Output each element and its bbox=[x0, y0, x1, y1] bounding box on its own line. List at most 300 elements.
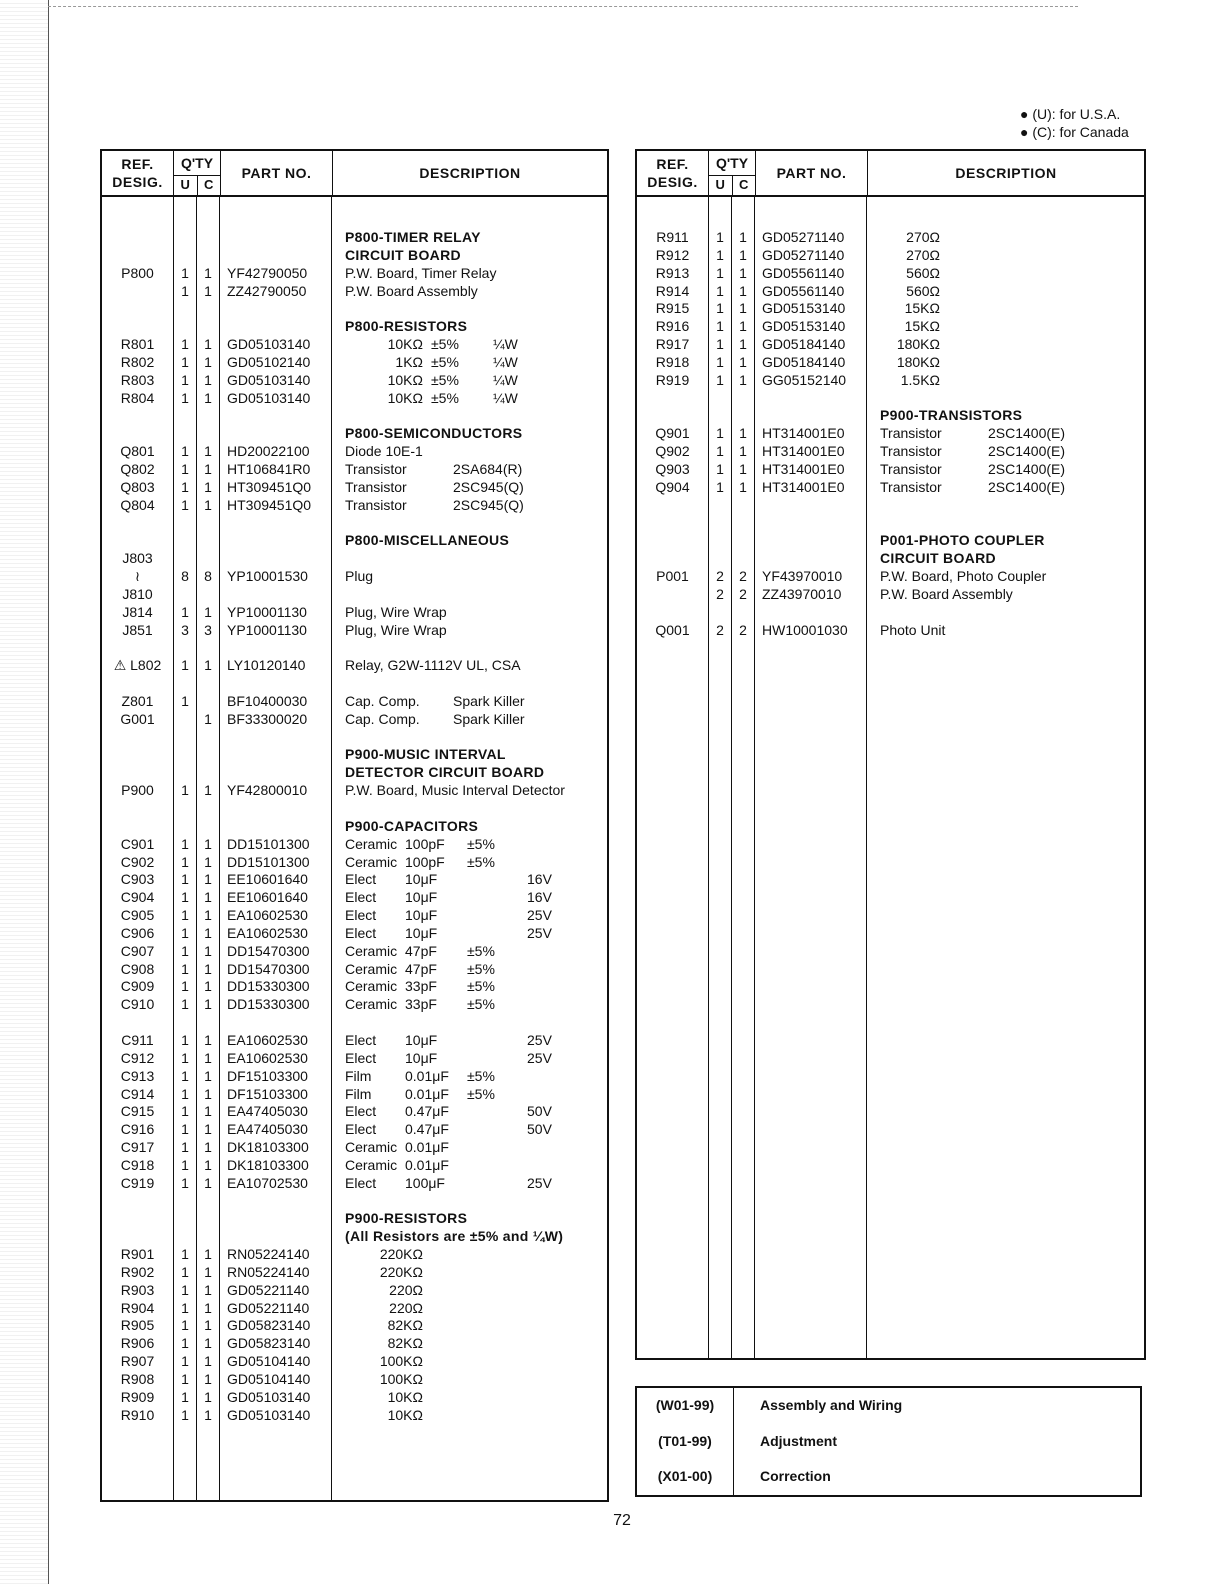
resistance-value: 82KΩ bbox=[387, 1317, 423, 1334]
wattage: ¼W bbox=[493, 389, 518, 406]
description bbox=[867, 443, 1144, 461]
qty-u bbox=[709, 497, 731, 515]
ref-desig: C915 bbox=[120, 1103, 155, 1120]
part-number: GD05103140 bbox=[227, 1406, 311, 1423]
description bbox=[332, 943, 607, 961]
qty-u: 1 bbox=[716, 300, 724, 317]
description bbox=[332, 925, 607, 943]
description bbox=[867, 300, 1144, 318]
qty-u: 1 bbox=[181, 1174, 189, 1191]
ref-desig: R911 bbox=[656, 229, 689, 245]
qty-c bbox=[197, 515, 219, 533]
qty-u bbox=[174, 1193, 196, 1211]
part-number: GD05561140 bbox=[762, 264, 845, 281]
capacitor-type: Ceramic bbox=[345, 942, 398, 959]
part-number: EA10702530 bbox=[227, 1174, 308, 1191]
qty-c: 1 bbox=[204, 710, 212, 727]
ref-desig bbox=[102, 1193, 173, 1211]
description bbox=[332, 675, 607, 693]
qty-c: 1 bbox=[204, 942, 212, 959]
qty-c bbox=[197, 586, 219, 604]
legend-canada: ● (C): for Canada bbox=[1020, 124, 1129, 140]
qty-label: Q'TY bbox=[174, 151, 220, 176]
qty-u: 1 bbox=[181, 996, 189, 1013]
resistance-value: 270Ω bbox=[906, 246, 940, 263]
qty-u: 1 bbox=[181, 389, 189, 406]
ref-desig bbox=[102, 800, 173, 818]
description bbox=[332, 497, 607, 515]
description bbox=[867, 390, 1144, 408]
part-number: YF43970010 bbox=[762, 568, 843, 585]
voltage-rating: 16V bbox=[527, 871, 552, 888]
description bbox=[332, 336, 607, 354]
capacitance: 47pF bbox=[405, 942, 437, 959]
code-x: (X01-00) bbox=[657, 1468, 713, 1485]
description-header: DESCRIPTION bbox=[955, 165, 1057, 181]
qty-u: 1 bbox=[716, 353, 724, 370]
capacitor-type: Film bbox=[345, 1067, 372, 1084]
part-number: GD05561140 bbox=[762, 282, 845, 299]
part-number: EA10602530 bbox=[227, 1031, 308, 1048]
part-number bbox=[220, 818, 331, 836]
qty-c: 8 bbox=[204, 568, 212, 585]
tolerance: ±5% bbox=[431, 336, 459, 353]
qty-u: 1 bbox=[181, 942, 189, 959]
part-number: GD05104140 bbox=[227, 1353, 311, 1370]
ref-desig: Q903 bbox=[655, 460, 690, 477]
tolerance: ±5% bbox=[467, 942, 495, 959]
qty-u: 1 bbox=[716, 371, 724, 388]
qty-u: 1 bbox=[181, 1085, 189, 1102]
ref-desig bbox=[102, 425, 173, 443]
capacitor-type: Elect bbox=[345, 924, 377, 941]
part-number bbox=[755, 390, 866, 408]
description bbox=[867, 283, 1144, 301]
description bbox=[332, 1317, 607, 1335]
qty-u bbox=[709, 515, 731, 533]
capacitance: 10μF bbox=[405, 871, 438, 888]
ref-desig: C901 bbox=[120, 835, 155, 852]
qty-u: 1 bbox=[181, 443, 189, 460]
qty-c bbox=[197, 532, 219, 550]
qty-u: 1 bbox=[181, 371, 189, 388]
resistance-value: 270Ω bbox=[906, 229, 940, 245]
description bbox=[332, 407, 607, 425]
voltage-rating: 25V bbox=[527, 907, 552, 924]
qty-c bbox=[732, 407, 754, 425]
part-number: GD05271140 bbox=[762, 229, 845, 245]
tolerance: ±5% bbox=[431, 371, 459, 388]
part-number: YF42790050 bbox=[227, 264, 308, 281]
part-number: GD05823140 bbox=[227, 1317, 311, 1334]
description bbox=[332, 889, 607, 907]
ref-desig: R804 bbox=[120, 389, 155, 406]
qty-c: 1 bbox=[739, 282, 747, 299]
part-number: DF15103300 bbox=[227, 1067, 308, 1084]
code-t-label: Adjustment bbox=[760, 1432, 837, 1449]
qty-u: 1 bbox=[181, 692, 189, 709]
qty-c bbox=[197, 1228, 219, 1246]
ref-desig: J851 bbox=[122, 621, 153, 638]
tolerance: ±5% bbox=[467, 960, 495, 977]
qty-u bbox=[174, 586, 196, 604]
qty-c: 1 bbox=[204, 1263, 212, 1280]
description bbox=[332, 729, 607, 747]
ref-desig bbox=[102, 300, 173, 318]
resistance-value: 1KΩ bbox=[395, 353, 423, 370]
description bbox=[332, 961, 607, 979]
part-number: DD15470300 bbox=[227, 960, 310, 977]
description bbox=[332, 300, 607, 318]
qty-c: 1 bbox=[204, 443, 212, 460]
qty-c bbox=[732, 390, 754, 408]
qty-u bbox=[709, 532, 731, 550]
voltage-rating: 25V bbox=[527, 924, 552, 941]
qty-c: 1 bbox=[739, 229, 747, 245]
ref-desig-header bbox=[102, 151, 174, 195]
qty-u: 2 bbox=[716, 621, 724, 638]
capacitor-type: Ceramic bbox=[345, 1156, 398, 1173]
capacitor-type: Ceramic bbox=[345, 996, 398, 1013]
code-w: (W01-99) bbox=[655, 1397, 715, 1413]
ref-desig: C910 bbox=[120, 996, 155, 1013]
part-no-header: PART NO. bbox=[221, 151, 333, 195]
qty-u: 1 bbox=[181, 1335, 189, 1352]
part-number: YP10001130 bbox=[227, 603, 307, 620]
qty-u: 3 bbox=[181, 621, 189, 638]
description bbox=[332, 1335, 607, 1353]
qty-header bbox=[709, 151, 756, 195]
tolerance: ±5% bbox=[431, 389, 459, 406]
section-heading: P800-SEMICONDUCTORS bbox=[345, 425, 523, 442]
ref-desig bbox=[102, 729, 173, 747]
resistance-value: 10KΩ bbox=[387, 371, 423, 388]
ref-desig: C913 bbox=[120, 1067, 155, 1084]
part-number bbox=[755, 497, 866, 515]
resistance-value: 10KΩ bbox=[387, 1406, 423, 1423]
part-number bbox=[220, 229, 331, 247]
ref-desig: R907 bbox=[120, 1353, 155, 1370]
ref-header-line2: DESIG. bbox=[647, 174, 698, 190]
qty-c: 1 bbox=[204, 1335, 212, 1352]
part-number: GD05103140 bbox=[227, 371, 311, 388]
qty-c: 1 bbox=[204, 336, 212, 353]
ref-desig bbox=[637, 550, 708, 568]
parts-table-right bbox=[635, 149, 1146, 1360]
component-model: 2SC1400(E) bbox=[988, 425, 1066, 442]
section-heading: P800-RESISTORS bbox=[345, 318, 468, 335]
component-type: Transistor bbox=[345, 478, 407, 495]
ref-desig: Q804 bbox=[120, 496, 155, 513]
section-heading: CIRCUIT BOARD bbox=[345, 246, 461, 263]
part-number bbox=[220, 550, 331, 568]
component-model: 2SA684(R) bbox=[453, 460, 523, 477]
qty-u bbox=[174, 1014, 196, 1032]
qty-c: 1 bbox=[204, 1103, 212, 1120]
section-heading: (All Resistors are ±5% and ¼W) bbox=[345, 1228, 564, 1245]
capacitance: 0.47μF bbox=[405, 1121, 449, 1138]
part-number bbox=[220, 247, 331, 265]
capacitor-type: Film bbox=[345, 1085, 372, 1102]
part-number bbox=[220, 800, 331, 818]
description bbox=[867, 265, 1144, 283]
description bbox=[867, 425, 1144, 443]
qty-u: 1 bbox=[716, 425, 724, 442]
ref-desig: R801 bbox=[120, 336, 155, 353]
ref-desig bbox=[637, 390, 708, 408]
part-number: LY10120140 bbox=[227, 657, 306, 674]
tolerance: ±5% bbox=[467, 853, 495, 870]
qty-c: 2 bbox=[739, 621, 747, 638]
part-number: HT314001E0 bbox=[762, 460, 845, 477]
section-heading: P800-MISCELLANEOUS bbox=[345, 532, 510, 549]
qty-u: 1 bbox=[181, 889, 189, 906]
part-no-header: PART NO. bbox=[756, 151, 868, 195]
qty-c: 1 bbox=[204, 1121, 212, 1138]
description bbox=[332, 390, 607, 408]
description bbox=[332, 1193, 607, 1211]
ref-desig: ≀ bbox=[134, 568, 141, 585]
qty-c: 1 bbox=[204, 1246, 212, 1263]
capacitor-type: Elect bbox=[345, 1031, 377, 1048]
part-number: GD05103140 bbox=[227, 1388, 311, 1405]
part-number: RN05224140 bbox=[227, 1263, 310, 1280]
capacitor-type: Ceramic bbox=[345, 960, 398, 977]
ref-desig: P800 bbox=[121, 264, 154, 281]
description bbox=[867, 354, 1144, 372]
description bbox=[332, 1353, 607, 1371]
description bbox=[332, 854, 607, 872]
description: P.W. Board, Photo Coupler bbox=[880, 568, 1047, 585]
wattage: ¼W bbox=[493, 353, 518, 370]
qty-u: 1 bbox=[181, 603, 189, 620]
capacitance: 10μF bbox=[405, 907, 438, 924]
qty-c: 1 bbox=[204, 1049, 212, 1066]
description bbox=[867, 318, 1144, 336]
component-type: Transistor bbox=[880, 478, 942, 495]
qty-c: 1 bbox=[204, 1067, 212, 1084]
ref-desig: R919 bbox=[655, 371, 690, 388]
capacitance: 100pF bbox=[405, 835, 445, 852]
capacitance: 10μF bbox=[405, 1049, 438, 1066]
capacitance: 33pF bbox=[405, 978, 437, 995]
description bbox=[867, 515, 1144, 533]
qty-c: 1 bbox=[204, 1353, 212, 1370]
qty-u bbox=[174, 675, 196, 693]
section-heading: P900-TRANSISTORS bbox=[880, 407, 1023, 424]
ref-desig: R909 bbox=[120, 1388, 155, 1405]
qty-c bbox=[197, 746, 219, 764]
ref-desig: Q001 bbox=[655, 621, 690, 638]
qty-u: 1 bbox=[181, 1317, 189, 1334]
part-number: DD15470300 bbox=[227, 942, 310, 959]
ref-desig: R917 bbox=[655, 336, 690, 353]
description bbox=[867, 336, 1144, 354]
part-number: HT106841R0 bbox=[227, 460, 311, 477]
description bbox=[332, 1157, 607, 1175]
capacitor-type: Ceramic bbox=[345, 853, 398, 870]
tolerance: ±5% bbox=[467, 1085, 495, 1102]
tolerance: ±5% bbox=[467, 1067, 495, 1084]
qty-c: 1 bbox=[204, 978, 212, 995]
qty-c: 1 bbox=[204, 1281, 212, 1298]
qty-u: 1 bbox=[716, 318, 724, 335]
qty-c: 1 bbox=[204, 1139, 212, 1156]
ref-desig bbox=[102, 1014, 173, 1032]
description bbox=[867, 229, 1144, 247]
revision-code-table bbox=[635, 1386, 1142, 1497]
description bbox=[867, 604, 1144, 622]
ref-desig: R910 bbox=[120, 1406, 155, 1423]
qty-c: 1 bbox=[204, 907, 212, 924]
ref-desig: R905 bbox=[120, 1317, 155, 1334]
description: Diode 10E-1 bbox=[345, 443, 423, 460]
ref-desig: Q801 bbox=[120, 443, 155, 460]
ref-desig: R913 bbox=[655, 264, 690, 281]
part-number bbox=[220, 1014, 331, 1032]
qty-c bbox=[197, 675, 219, 693]
qty-c: 3 bbox=[204, 621, 212, 638]
voltage-rating: 16V bbox=[527, 889, 552, 906]
qty-u: 1 bbox=[181, 1031, 189, 1048]
part-number: EE10601640 bbox=[227, 871, 308, 888]
qty-u bbox=[174, 818, 196, 836]
resistance-value: 82KΩ bbox=[387, 1335, 423, 1352]
component-model: 2SC945(Q) bbox=[453, 496, 524, 513]
qty-u: 1 bbox=[181, 960, 189, 977]
qty-u: 1 bbox=[181, 1406, 189, 1423]
component-model: 2SC1400(E) bbox=[988, 460, 1066, 477]
resistance-value: 1.5KΩ bbox=[900, 371, 940, 388]
description: Relay, G2W-1112V UL, CSA bbox=[345, 657, 521, 674]
voltage-rating: 50V bbox=[527, 1103, 552, 1120]
ref-desig: P900 bbox=[121, 782, 154, 799]
ref-header-line2: DESIG. bbox=[112, 174, 163, 190]
capacitor-type: Ceramic bbox=[345, 1139, 398, 1156]
description bbox=[332, 1246, 607, 1264]
qty-u bbox=[709, 550, 731, 568]
ref-desig: R902 bbox=[120, 1263, 155, 1280]
qty-c: 1 bbox=[204, 1406, 212, 1423]
qty-u: 1 bbox=[716, 443, 724, 460]
part-number bbox=[220, 729, 331, 747]
tolerance: ±5% bbox=[431, 353, 459, 370]
ref-desig bbox=[102, 515, 173, 533]
description bbox=[332, 907, 607, 925]
ref-desig: C905 bbox=[120, 907, 155, 924]
description bbox=[332, 693, 607, 711]
qty-u: 1 bbox=[181, 1049, 189, 1066]
qty-u bbox=[174, 318, 196, 336]
ref-desig bbox=[637, 407, 708, 425]
qty-u: 1 bbox=[181, 1139, 189, 1156]
qty-u bbox=[174, 711, 196, 729]
part-number: HT309451Q0 bbox=[227, 478, 312, 495]
qty-label: Q'TY bbox=[709, 151, 755, 176]
ref-desig: C909 bbox=[120, 978, 155, 995]
qty-u-label: U bbox=[174, 176, 198, 195]
part-number bbox=[220, 1193, 331, 1211]
qty-c bbox=[732, 515, 754, 533]
qty-u bbox=[174, 746, 196, 764]
description bbox=[332, 1050, 607, 1068]
description bbox=[867, 247, 1144, 265]
part-number: EA47405030 bbox=[227, 1121, 308, 1138]
qty-c bbox=[197, 1193, 219, 1211]
ref-desig: R908 bbox=[120, 1371, 155, 1387]
component-model: 2SC1400(E) bbox=[988, 443, 1066, 460]
qty-c: 1 bbox=[204, 996, 212, 1013]
part-number bbox=[220, 300, 331, 318]
qty-c: 1 bbox=[204, 1299, 212, 1316]
qty-u: 1 bbox=[716, 246, 724, 263]
qty-c bbox=[732, 604, 754, 622]
qty-c: 1 bbox=[204, 371, 212, 388]
region-legend bbox=[1020, 105, 1129, 141]
part-number: DD15101300 bbox=[227, 853, 310, 870]
qty-u bbox=[174, 515, 196, 533]
component-type: Cap. Comp. bbox=[345, 692, 420, 709]
ref-desig: R912 bbox=[655, 246, 690, 263]
capacitance: 10μF bbox=[405, 889, 438, 906]
qty-u bbox=[174, 532, 196, 550]
description bbox=[332, 800, 607, 818]
ref-header-line1: REF. bbox=[656, 156, 689, 172]
description bbox=[867, 479, 1144, 497]
part-number: DD15101300 bbox=[227, 835, 310, 852]
code-t: (T01-99) bbox=[658, 1432, 712, 1449]
ref-desig bbox=[102, 639, 173, 657]
qty-u bbox=[174, 800, 196, 818]
ref-header-line1: REF. bbox=[121, 156, 154, 172]
ref-desig: C912 bbox=[120, 1049, 155, 1066]
description bbox=[332, 996, 607, 1014]
qty-c: 1 bbox=[204, 1317, 212, 1334]
capacitance: 100pF bbox=[405, 853, 445, 870]
part-number: EA10602530 bbox=[227, 907, 308, 924]
ref-desig: C918 bbox=[120, 1156, 155, 1173]
ref-desig: C907 bbox=[120, 942, 155, 959]
ref-desig: R901 bbox=[120, 1246, 155, 1263]
ref-desig: R906 bbox=[120, 1335, 155, 1352]
part-number bbox=[755, 532, 866, 550]
qty-u: 1 bbox=[716, 264, 724, 281]
qty-u: 1 bbox=[181, 782, 189, 799]
resistance-value: 560Ω bbox=[906, 282, 940, 299]
part-number: DK18103300 bbox=[227, 1139, 309, 1156]
wattage: ¼W bbox=[493, 336, 518, 353]
tolerance: ±5% bbox=[467, 996, 495, 1013]
table-body bbox=[102, 197, 607, 1500]
ref-desig: R802 bbox=[120, 353, 155, 370]
component-model: 2SC945(Q) bbox=[453, 478, 524, 495]
part-number: DK18103300 bbox=[227, 1156, 309, 1173]
description bbox=[867, 461, 1144, 479]
description bbox=[332, 711, 607, 729]
description bbox=[332, 1264, 607, 1282]
part-number: GD05103140 bbox=[227, 389, 311, 406]
qty-u: 2 bbox=[716, 568, 724, 585]
capacitor-type: Ceramic bbox=[345, 978, 398, 995]
ref-desig bbox=[102, 283, 173, 301]
part-number bbox=[220, 318, 331, 336]
qty-c bbox=[197, 550, 219, 568]
description: P.W. Board Assembly bbox=[880, 585, 1013, 602]
qty-u bbox=[174, 229, 196, 247]
description bbox=[332, 479, 607, 497]
part-number: YP10001530 bbox=[227, 568, 308, 585]
qty-u: 1 bbox=[181, 1353, 189, 1370]
